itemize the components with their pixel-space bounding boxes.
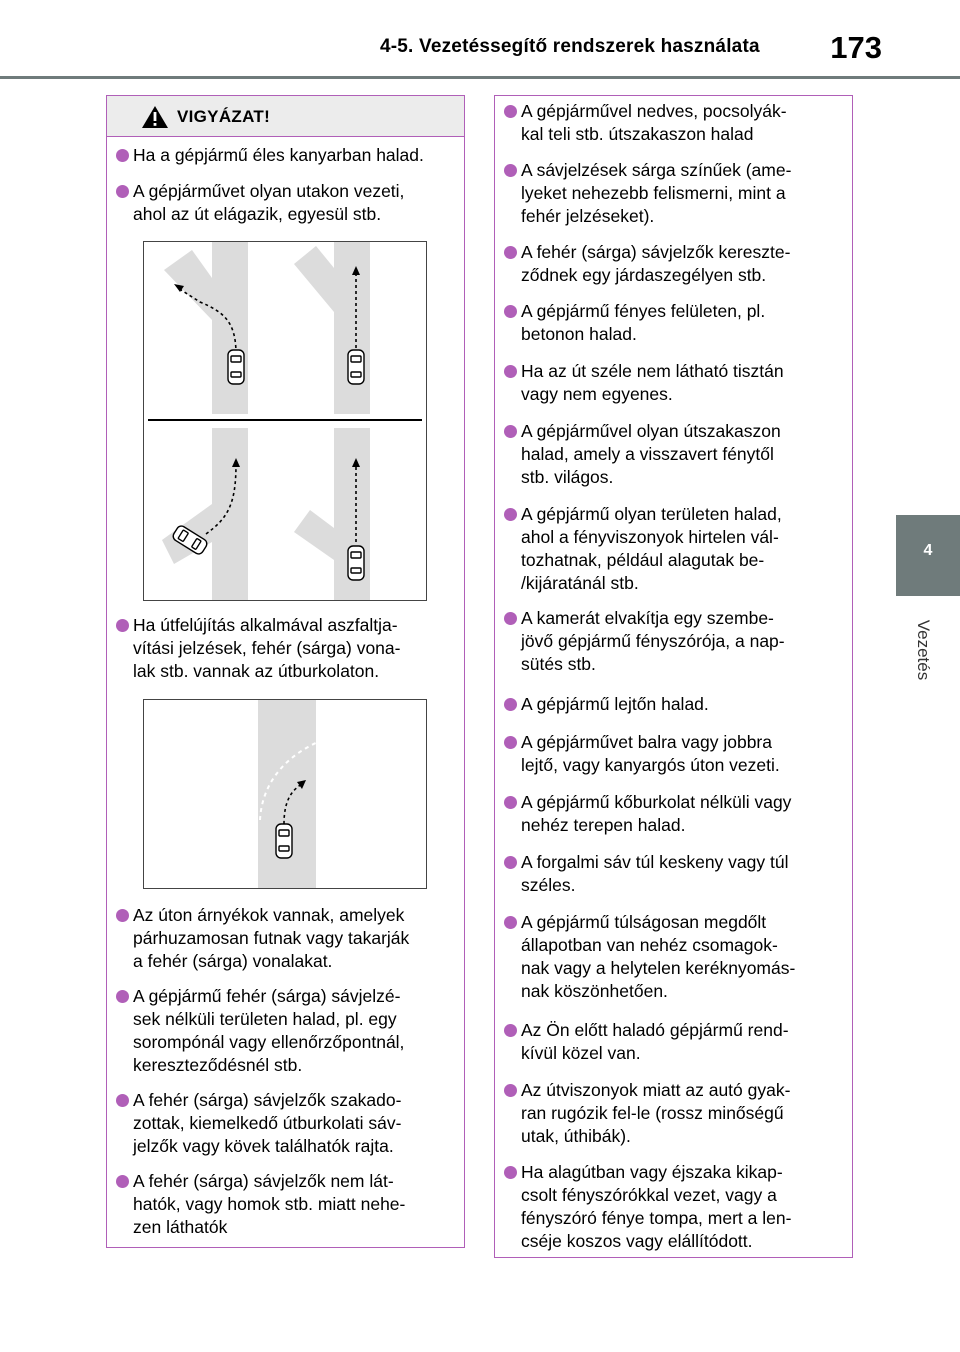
road-branch-diagram	[143, 241, 427, 601]
item-line: A kamerát elvakítja egy szembe-	[521, 608, 774, 628]
bullet-dot-icon	[116, 1175, 129, 1188]
item-line: lejtő, vagy kanyargós úton vezeti.	[521, 755, 780, 775]
item-line: A gépjárművel nedves, pocsolyák-	[521, 101, 787, 121]
header-rule	[0, 76, 960, 79]
item-line: Az útviszonyok miatt az autó gyak-	[521, 1080, 791, 1100]
chapter-name: Vezetés	[914, 619, 933, 681]
list-item	[495, 693, 852, 716]
list-item	[495, 360, 852, 406]
item-line: Ha az út széle nem látható tisztán	[521, 361, 784, 381]
list-item	[495, 791, 852, 837]
list-item	[495, 607, 852, 676]
item-line: zen láthatók	[133, 1217, 228, 1237]
car-icon	[228, 350, 244, 384]
item-line: A forgalmi sáv túl keskeny vagy túl	[521, 852, 789, 872]
bullet-dot-icon	[504, 698, 517, 711]
item-line: sek nélküli területen halad, pl. egy	[133, 1009, 397, 1029]
item-line: A gépjárművel olyan útszakaszon	[521, 421, 781, 441]
item-line: jelzők vagy kövek találhatók rajta.	[133, 1136, 394, 1156]
item-line: A gépjármű fényes felületen, pl.	[521, 301, 766, 321]
bullet-dot-icon	[116, 185, 129, 198]
item-line: kereszteződésnél stb.	[133, 1055, 303, 1075]
chapter-tab	[896, 515, 960, 596]
item-line: vítási jelzések, fehér (sárga) vona-	[133, 638, 401, 658]
bullet-dot-icon	[504, 1024, 517, 1037]
bullet-dot-icon	[504, 164, 517, 177]
item-line: állapotban van nehéz csomagok-	[521, 935, 778, 955]
item-line: fehér jelzéseket).	[521, 206, 655, 226]
item-line: A fehér (sárga) sávjelzők kereszte-	[521, 242, 791, 262]
item-line: kívül közel van.	[521, 1043, 641, 1063]
bullet-dot-icon	[504, 916, 517, 929]
item-line: jövő gépjármű fényszórója, a nap-	[521, 631, 785, 651]
item-line: ahol az út elágazik, egyesül stb.	[133, 204, 382, 224]
bullet-dot-icon	[504, 365, 517, 378]
item-line: A gépjármű fehér (sárga) sávjelzé-	[133, 986, 401, 1006]
item-line: ződnek egy járdaszegélyen stb.	[521, 265, 767, 285]
item-line: utak, úthibák).	[521, 1126, 631, 1146]
item-line: lak stb. vannak az útburkolaton.	[133, 661, 380, 681]
item-line: sorompónál vagy ellenőrzőpontnál,	[133, 1032, 405, 1052]
road-repair-diagram	[143, 699, 427, 889]
item-line: Ha a gépjármű éles kanyarban halad.	[133, 145, 424, 165]
item-line: nak vagy a helytelen keréknyomás-	[521, 958, 796, 978]
item-line: széles.	[521, 875, 576, 895]
item-line: cséje koszos vagy elállítódott.	[521, 1231, 753, 1251]
list-item	[107, 1170, 464, 1239]
item-line: Ha alagútban vagy éjszaka kikap-	[521, 1162, 783, 1182]
list-item	[495, 241, 852, 287]
item-line: halad, amely a visszavert fénytől	[521, 444, 774, 464]
item-line: csolt fényszórókkal vezet, vagy a	[521, 1185, 777, 1205]
item-line: zottak, kiemelkedő útburkolati sáv-	[133, 1113, 402, 1133]
item-line: Az Ön előtt haladó gépjármű rend-	[521, 1020, 789, 1040]
list-item	[495, 1019, 852, 1065]
bullet-dot-icon	[504, 856, 517, 869]
bullet-dot-icon	[116, 619, 129, 632]
item-line: tozhatnak, például alagutak be-	[521, 550, 765, 570]
road-repair-illustration	[144, 700, 426, 888]
item-line: ahol a fényviszonyok hirtelen vál-	[521, 527, 779, 547]
item-line: nehéz terepen halad.	[521, 815, 686, 835]
warning-title: VIGYÁZAT!	[177, 107, 271, 126]
chapter-number: 4	[923, 542, 933, 559]
running-header: 4-5. Vezetéssegítő rendszerek használata	[380, 36, 760, 57]
bullet-dot-icon	[116, 909, 129, 922]
item-line: A gépjárművet olyan utakon vezeti,	[133, 181, 405, 201]
warning-box-right	[494, 95, 853, 1258]
bullet-dot-icon	[504, 1166, 517, 1179]
list-item	[495, 100, 852, 146]
item-line: fényszóró fénye tompa, mert a len-	[521, 1208, 792, 1228]
item-line: ran rugózik fel-le (rossz minőségű	[521, 1103, 784, 1123]
item-line: hatók, vagy homok stb. miatt nehe-	[133, 1194, 406, 1214]
road-branch-illustration	[144, 242, 426, 600]
item-line: párhuzamosan futnak vagy takarják	[133, 928, 410, 948]
bullet-dot-icon	[504, 612, 517, 625]
item-line: lyeket nehezebb felismerni, mint a	[521, 183, 786, 203]
item-line: betonon halad.	[521, 324, 637, 344]
item-line: /kijáratánál stb.	[521, 573, 639, 593]
item-line: stb. világos.	[521, 467, 614, 487]
item-line: Az úton árnyékok vannak, amelyek	[133, 905, 405, 925]
item-line: kal teli stb. útszakaszon halad	[521, 124, 754, 144]
bullet-dot-icon	[504, 508, 517, 521]
item-line: A fehér (sárga) sávjelzők nem lát-	[133, 1171, 394, 1191]
bullet-dot-icon	[116, 990, 129, 1003]
bullet-dot-icon	[504, 425, 517, 438]
list-item	[495, 503, 852, 595]
list-item	[495, 851, 852, 897]
item-line: sütés stb.	[521, 654, 596, 674]
bullet-dot-icon	[504, 796, 517, 809]
bullet-dot-icon	[504, 736, 517, 749]
item-line: A sávjelzések sárga színűek (ame-	[521, 160, 792, 180]
item-line: vagy nem egyenes.	[521, 384, 673, 404]
warning-box-left	[106, 95, 465, 1248]
list-item	[107, 144, 464, 167]
bullet-dot-icon	[504, 1084, 517, 1097]
warning-triangle-icon	[141, 105, 169, 129]
item-line: A gépjármű túlságosan megdőlt	[521, 912, 767, 932]
list-item	[107, 985, 464, 1077]
bullet-dot-icon	[504, 246, 517, 259]
page-number: 173	[830, 30, 882, 65]
list-item	[107, 904, 464, 973]
list-item	[495, 911, 852, 1003]
bullet-dot-icon	[504, 305, 517, 318]
list-item	[495, 1079, 852, 1148]
list-item	[107, 614, 464, 683]
bullet-dot-icon	[116, 1094, 129, 1107]
list-item	[495, 731, 852, 777]
item-line: A fehér (sárga) sávjelzők szakado-	[133, 1090, 402, 1110]
list-item	[107, 180, 464, 226]
item-line: a fehér (sárga) vonalakat.	[133, 951, 333, 971]
bullet-dot-icon	[116, 149, 129, 162]
list-item	[495, 159, 852, 228]
chapter-label	[913, 600, 935, 700]
item-line: A gépjármű lejtőn halad.	[521, 694, 709, 714]
item-line: nak köszönhetően.	[521, 981, 668, 1001]
warning-header	[107, 96, 464, 137]
list-item	[495, 420, 852, 489]
bullet-dot-icon	[504, 105, 517, 118]
item-line: A gépjármű kőburkolat nélküli vagy	[521, 792, 792, 812]
item-line: Ha útfelújítás alkalmával aszfaltja-	[133, 615, 398, 635]
list-item	[495, 300, 852, 346]
item-line: A gépjárművet balra vagy jobbra	[521, 732, 772, 752]
list-item	[107, 1089, 464, 1158]
item-line: A gépjármű olyan területen halad,	[521, 504, 782, 524]
list-item	[495, 1161, 852, 1253]
